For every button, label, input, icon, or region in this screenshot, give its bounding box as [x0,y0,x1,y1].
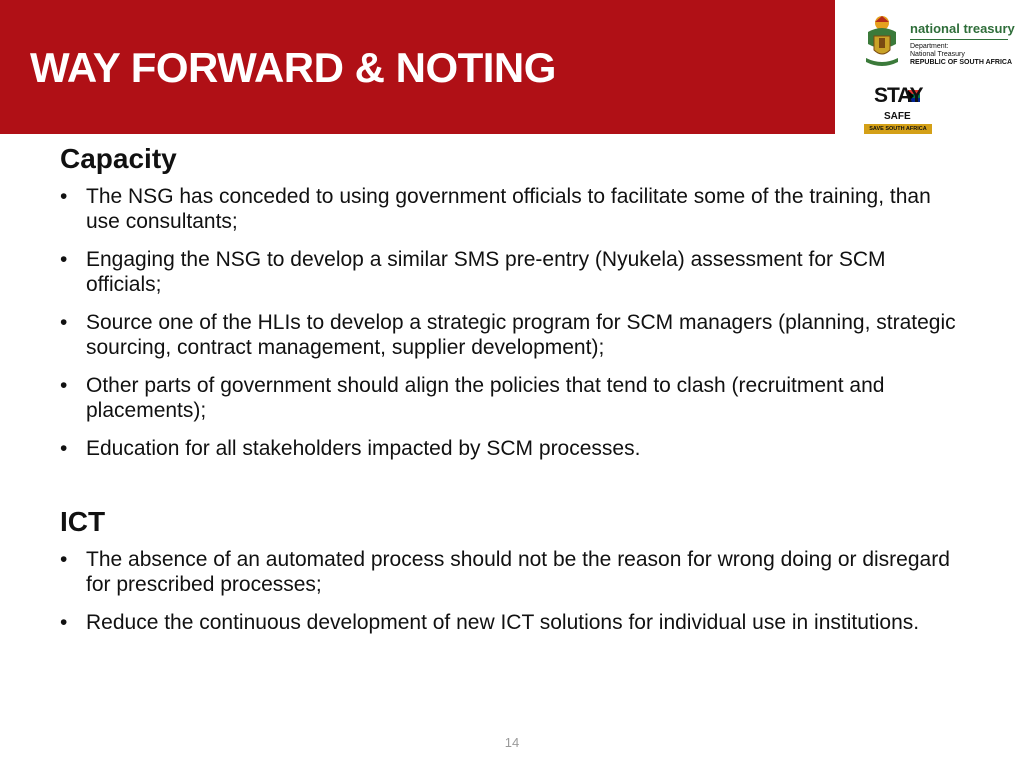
list-item-text: Other parts of government should align the policies that tend to clash (recruitment and placements); [86,374,885,422]
list-item [60,310,960,360]
bullet-icon: • [60,248,68,271]
list-item-text: Reduce the continuous development of new ICT solutions for individual use in institutions. [86,611,920,634]
slide-title: WAY FORWARD & NOTING [30,44,556,91]
bullet-icon: • [60,185,68,208]
national-treasury-subtitle [910,43,1012,67]
stay-safe-word: STAY [874,84,923,107]
coat-of-arms-icon [862,14,902,70]
national-treasury-name: national treasury [910,21,1015,36]
ict-heading: ICT [60,506,106,537]
list-item [60,247,960,297]
capacity-heading: Capacity [60,143,177,174]
list-item [60,373,960,423]
bullet-icon: • [60,374,68,397]
stay-safe-logo [864,84,934,136]
country-name: REPUBLIC OF SOUTH AFRICA [910,59,1013,66]
list-item-text: Education for all stakeholders impacted by SCM processes. [86,437,641,460]
list-item-text: The NSG has conceded to using government officials to facilitate some of the training, than use consultants; [86,185,931,233]
ict-list [60,547,960,635]
bullet-icon: • [60,437,68,460]
bullet-icon: • [60,611,68,634]
list-item [60,547,960,597]
national-treasury-logo [862,14,1015,70]
department-label: Department: [910,43,949,50]
department-name: National Treasury [910,51,965,58]
logo-divider [910,39,1008,40]
page-number: 14 [504,735,520,750]
slide-content [60,140,960,648]
bullet-icon: • [60,311,68,334]
list-item [60,184,960,234]
list-item-text: Source one of the HLIs to develop a strategic program for SCM managers (planning, strategic sourcing, contract management, supplier development); [86,311,956,359]
title-bar [0,0,835,134]
bullet-icon: • [60,548,68,571]
stay-safe-banner: SAVE SOUTH AFRICA [864,124,932,134]
list-item [60,436,960,461]
capacity-list [60,184,960,461]
list-item-text: Engaging the NSG to develop a similar SMS pre-entry (Nyukela) assessment for SCM officials; [86,248,886,296]
stay-safe-safe: SAFE [884,111,911,122]
list-item-text: The absence of an automated process should not be the reason for wrong doing or disregard for prescribed processes; [86,548,950,596]
list-item [60,610,960,635]
